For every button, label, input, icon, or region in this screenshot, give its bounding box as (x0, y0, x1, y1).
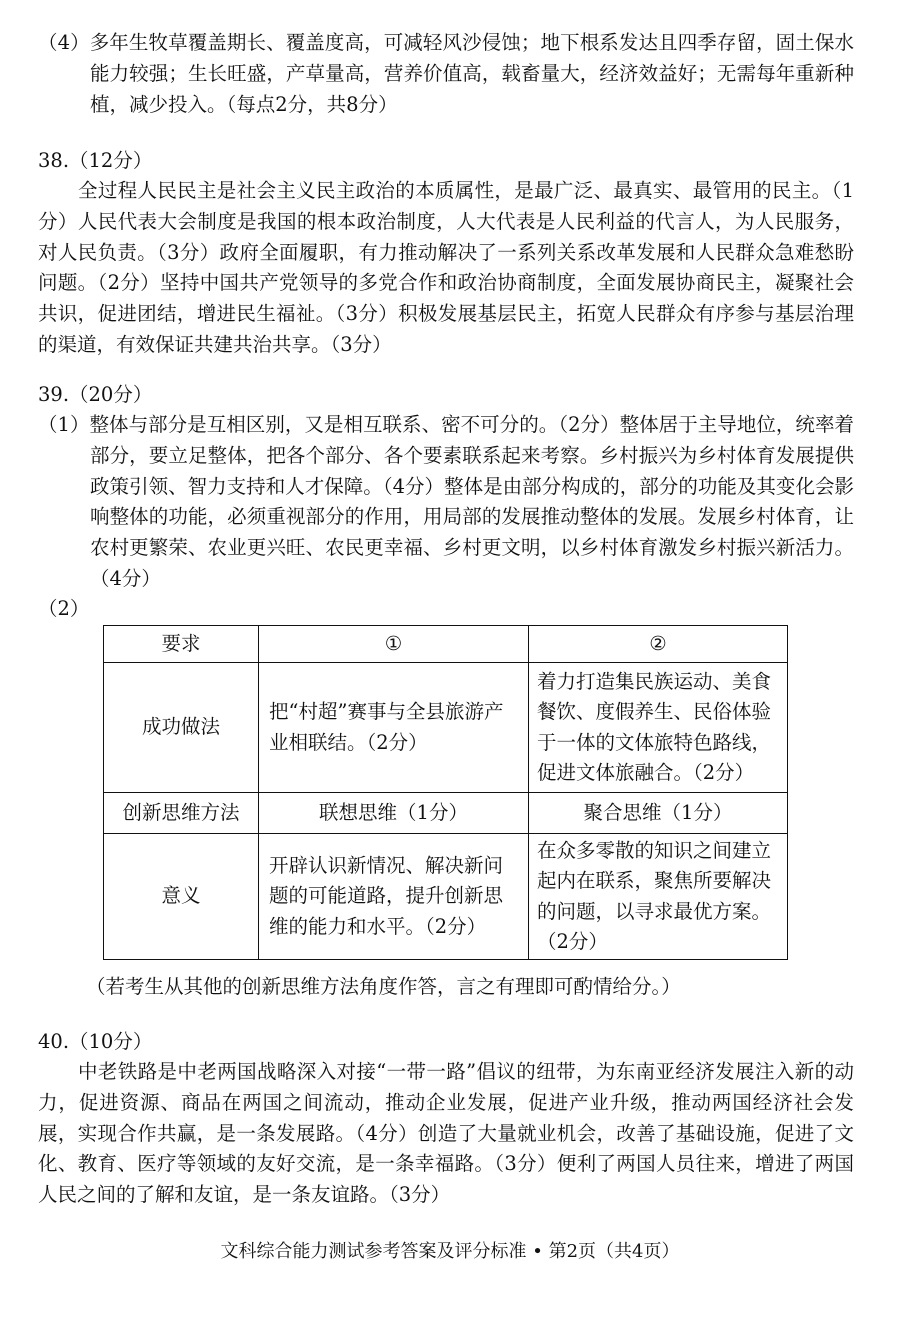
cell-significance-2: 在众多零散的知识之间建立起内在联系，聚焦所要解决的问题，以寻求最优方案。（2分） (529, 834, 788, 960)
q37-part4-text: （4）多年生牧草覆盖期长、覆盖度高，可减轻风沙侵蚀；地下根系发达且四季存留，固土保水能力较强；生长旺盛，产草量高，营养价值高，载畜量大，经济效益好；无需每年重新种植，减少投入。（每点2分，共8分） (38, 31, 854, 116)
row-label-thinking-method: 创新思维方法 (104, 793, 259, 834)
q39-part2-label: （2） (38, 597, 90, 620)
q39-heading: 39.（20分） (38, 383, 153, 406)
q39-grading-note: （若考生从其他的创新思维方法角度作答，言之有理即可酌情给分。） (86, 975, 681, 998)
row-label-success-practice: 成功做法 (104, 663, 259, 793)
table-header-row (104, 626, 788, 663)
row-label-significance: 意义 (104, 834, 259, 960)
scoring-table (103, 625, 788, 960)
cell-practice-2: 着力打造集民族运动、美食餐饮、度假养生、民俗体验于一体的文体旅特色路线，促进文体旅融合。（2分） (529, 663, 788, 793)
header-requirement: 要求 (104, 626, 259, 663)
cell-method-2: 聚合思维（1分） (529, 793, 788, 834)
cell-practice-1: 把“村超”赛事与全县旅游产业相联结。（2分） (259, 663, 529, 793)
q39-part1-answer (38, 410, 854, 595)
q38-heading: 38.（12分） (38, 149, 153, 172)
page-footer: 文科综合能力测试参考答案及评分标准 • 第2页（共4页） (220, 1241, 680, 1262)
table-row (104, 793, 788, 834)
cell-significance-1: 开辟认识新情况、解决新问题的可能道路，提升创新思维的能力和水平。（2分） (259, 834, 529, 960)
q39-part1-text: （1）整体与部分是互相区别，又是相互联系、密不可分的。（2分）整体居于主导地位，统率着部分，要立足整体，把各个部分、各个要素联系起来考察。乡村振兴为乡村体育发展提供政策引领、智力支持和人才保障。（4分）整体是由部分构成的，部分的功能及其变化会影响整体的功能，必须重视部分的作用，用局部的发展推动整体的发展。发展乡村体育，让农村更繁荣、农业更兴旺、农民更幸福、乡村更文明，以乡村体育激发乡村振兴新活力。（4分） (38, 413, 854, 590)
cell-method-1: 联想思维（1分） (259, 793, 529, 834)
q37-part4-answer (38, 28, 854, 120)
header-circle-2: ② (529, 626, 788, 663)
table-row (104, 663, 788, 793)
header-circle-1: ① (259, 626, 529, 663)
q40-heading: 40.（10分） (38, 1030, 153, 1053)
q40-answer: 中老铁路是中老两国战略深入对接“一带一路”倡议的纽带，为东南亚经济发展注入新的动力，促进资源、商品在两国之间流动，推动企业发展，促进产业升级，推动两国经济社会发展，实现合作共赢，是一条发展路。（4分）创造了大量就业机会，改善了基础设施，促进了文化、教育、医疗等领域的友好交流，是一条幸福路。（3分）便利了两国人员往来，增进了两国人民之间的了解和友谊，是一条友谊路。（3分） (38, 1060, 854, 1207)
table-row (104, 834, 788, 960)
q38-answer: 全过程人民民主是社会主义民主政治的本质属性，是最广泛、最真实、最管用的民主。（1分）人民代表大会制度是我国的根本政治制度，人大代表是人民利益的代言人，为人民服务，对人民负责。（3分）政府全面履职，有力推动解决了一系列关系改革发展和人民群众急难愁盼问题。（2分）坚持中国共产党领导的多党合作和政治协商制度，全面发展协商民主，凝聚社会共识，促进团结，增进民生福祉。（3分）积极发展基层民主，拓宽人民群众有序参与基层治理的渠道，有效保证共建共治共享。（3分） (38, 179, 854, 356)
